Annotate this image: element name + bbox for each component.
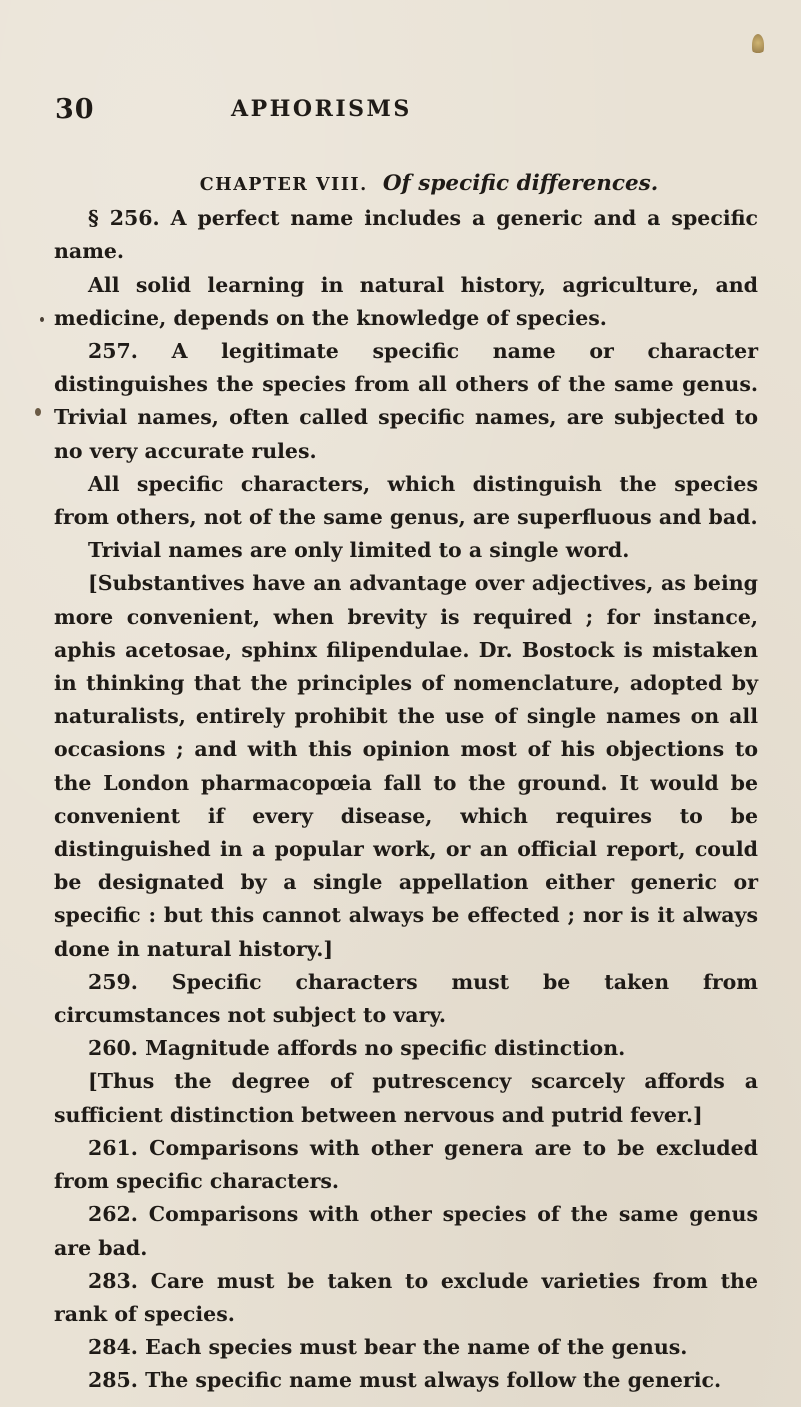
paragraph-trivial-names: Trivial names are only limited to a single word.	[88, 538, 630, 563]
chapter-title: Of specific differences.	[382, 171, 659, 196]
paragraph-256: § 256. A perfect name includes a generic and a specific name.	[54, 206, 758, 264]
paragraph-learning: All solid learning in natural history, agriculture, and medicine, depends on the knowledge of species.	[54, 272, 758, 330]
paragraph-262: 262. Comparisons with other species of the same genus are bad.	[54, 1202, 758, 1260]
paragraph-283: 283. Care must be taken to exclude varieties from the rank of species.	[54, 1268, 758, 1326]
running-head: APHORISMS	[231, 96, 412, 122]
page-stain	[752, 34, 764, 56]
ink-speck	[40, 317, 44, 322]
paragraph-260: 260. Magnitude affords no specific distinction.	[88, 1036, 626, 1061]
ink-speck	[35, 408, 41, 416]
paragraph-characters: All specific characters, which distinguish the species from others, not of the same genus, are superfluous and bad.	[54, 471, 758, 530]
paragraph-putrescency: [Thus the degree of putrescency scarcely affords a sufficient distinction between nervous and putrid fever.]	[54, 1069, 758, 1127]
paragraph-substantives: [Substantives have an advantage over adjectives, as being more convenient, when brevity is required ; for instance, aphis acetosae, sphinx filipendulae. Dr. Bostock is mistaken in thinking that the principles of nomenclature, adopted by naturalists, entirely prohibit the use of single names on all occasions ; and with this opinion most of his objections to the London pharmacopœia fall to the ground. It would be convenient if every disease, which requires to be distinguished in a popular work, or an official report, could be designated by a single appellation either generic or specific : but this cannot always be effected ; nor is it always done in natural history.]	[54, 571, 758, 961]
paragraph-285: 285. The specific name must always follow the generic.	[88, 1368, 722, 1393]
paragraph-261: 261. Comparisons with other genera are to be excluded from specific characters.	[54, 1135, 758, 1194]
paragraph-259: 259. Specific characters must be taken from circumstances not subject to vary.	[54, 969, 758, 1028]
page-number: 30	[55, 94, 95, 125]
body-text	[54, 167, 758, 1398]
chapter-heading	[54, 167, 758, 202]
paragraph-257: 257. A legitimate specific name or character distinguishes the species from all others of the same genus. Trivial names, often called specific names, are subjected to no very accurate rules.	[54, 339, 758, 463]
paragraph-284: 284. Each species must bear the name of the genus.	[88, 1335, 688, 1360]
page-header	[55, 94, 755, 134]
chapter-label: CHAPTER VIII.	[199, 175, 368, 195]
